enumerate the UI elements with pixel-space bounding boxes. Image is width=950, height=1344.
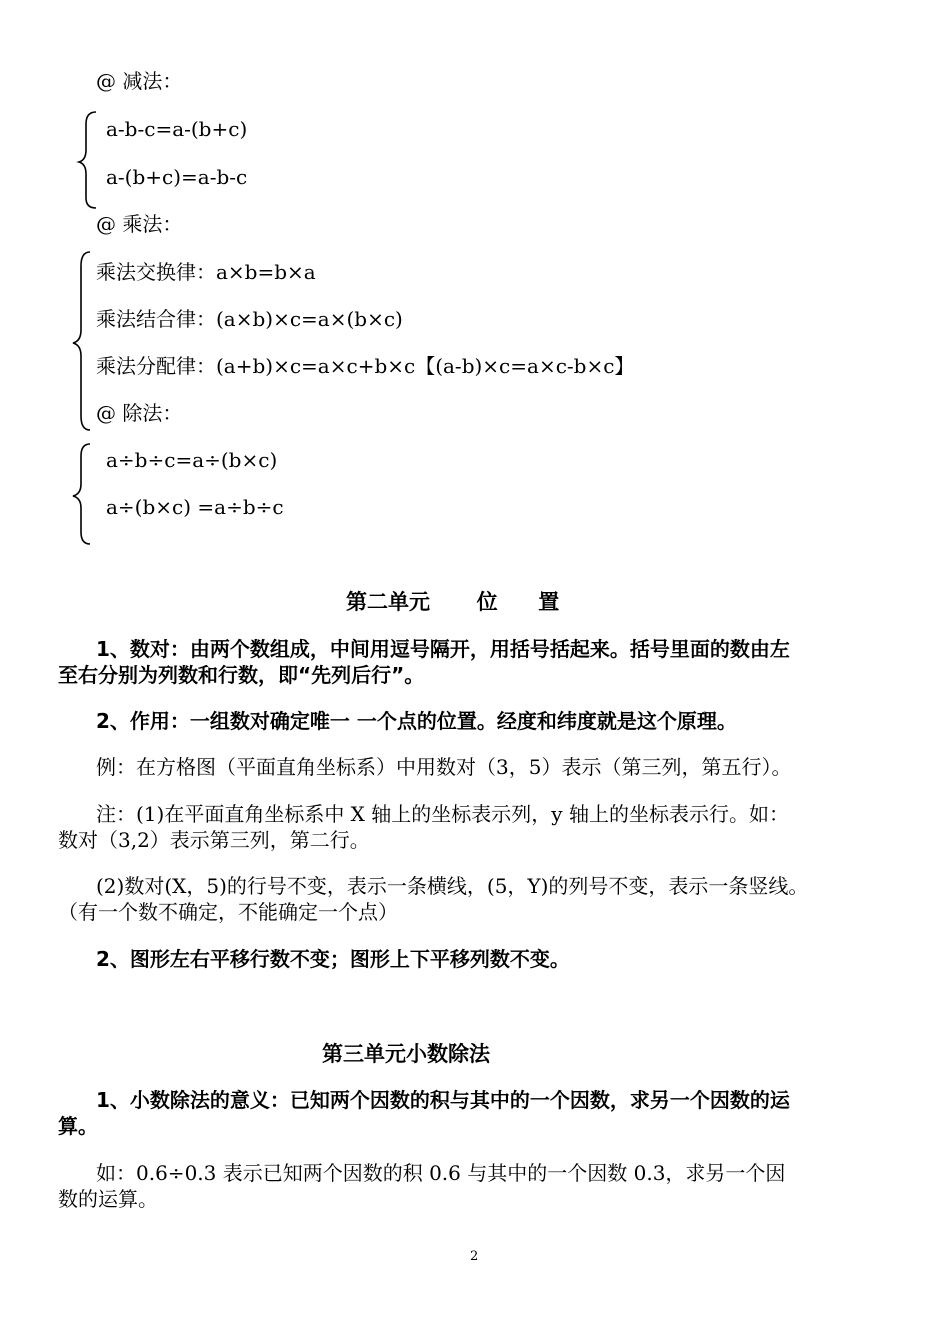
unit2-paragraph-1-line-1: 1、数对：由两个数组成，中间用逗号隔开，用括号括起来。括号里面的数由左 (96, 637, 790, 661)
unit2-title-part1: 第二单元 (346, 590, 430, 614)
unit2-title-part2: 位 (476, 590, 498, 614)
multiplication-label: @ 乘法： (96, 212, 183, 236)
subtraction-brace (76, 110, 100, 210)
division-brace (70, 442, 94, 546)
division-rule-1: a÷b÷c=a÷(b×c) (106, 448, 278, 472)
unit3-example-line-1: 如：0.6÷0.3 表示已知两个因数的积 0.6 与其中的一个因数 0.3，求另一个因 (96, 1161, 786, 1185)
unit2-note2-line-2: （有一个数不确定，不能确定一个点） (58, 900, 398, 924)
unit3-paragraph-1-line-1: 1、小数除法的意义：已知两个因数的积与其中的一个因数，求另一个因数的运 (96, 1088, 790, 1112)
subtraction-label: @ 减法： (96, 69, 183, 93)
associative-law: 乘法结合律：(a×b)×c=a×(b×c) (96, 307, 403, 331)
unit2-title (346, 589, 559, 615)
division-label: @ 除法： (96, 401, 183, 425)
division-rule-2: a÷(b×c) =a÷b÷c (106, 495, 284, 519)
unit2-note-line-1: 注：(1)在平面直角坐标系中 X 轴上的坐标表示列，y 轴上的坐标表示行。如： (96, 802, 789, 826)
unit2-title-part3: 置 (538, 590, 560, 614)
commutative-law: 乘法交换律：a×b=b×a (96, 260, 316, 284)
unit3-paragraph-1-line-2: 算。 (58, 1114, 98, 1138)
unit3-example-line-2: 数的运算。 (58, 1187, 158, 1211)
unit2-note-line-2: 数对（3,2）表示第三列，第二行。 (58, 828, 370, 852)
unit2-example: 例：在方格图（平面直角坐标系）中用数对（3，5）表示（第三列，第五行）。 (96, 755, 792, 779)
page-number: 2 (470, 1249, 479, 1264)
unit2-note2-line-1: (2)数对(X，5)的行号不变，表示一条横线，(5，Y)的列号不变，表示一条竖线。 (96, 874, 809, 898)
unit2-paragraph-1-line-2: 至右分别为列数和行数，即“先列后行”。 (58, 663, 425, 687)
multiplication-brace (70, 250, 94, 432)
unit3-title: 第三单元小数除法 (322, 1042, 490, 1066)
distributive-law: 乘法分配律：(a+b)×c=a×c+b×c【(a-b)×c=a×c-b×c】 (96, 354, 635, 378)
unit2-paragraph-3: 2、图形左右平移行数不变；图形上下平移列数不变。 (96, 947, 570, 971)
subtraction-rule-1: a-b-c=a-(b+c) (106, 117, 248, 141)
subtraction-rule-2: a-(b+c)=a-b-c (106, 165, 248, 189)
unit2-paragraph-2: 2、作用：一组数对确定唯一 一个点的位置。经度和纬度就是这个原理。 (96, 709, 737, 733)
